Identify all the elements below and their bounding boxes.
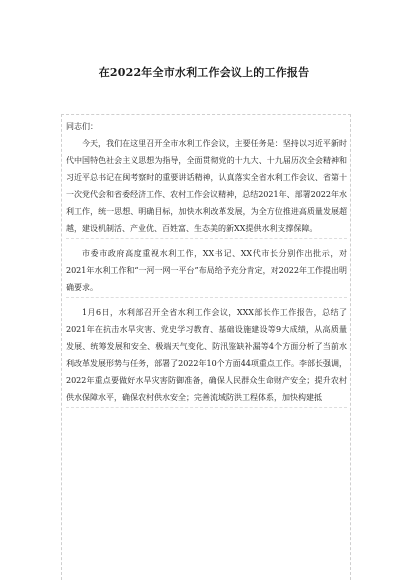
paragraph-1: 今天，我们在这里召开全市水利工作会议，主要任务是：坚持以习近平新时代中国特色社会主义思想为指导，全面贯彻党的十九大、十九届历次全会精神和习近平总书记在闽考察时的重要讲话精神，认真落实全省水利工作会议、省第十一次党代会和省委经济工作、农村工作会议精神，总结2021年、部署2022年水利工作，统一思想、明确目标，加快水利改革发展，为全方位推进高质量发展超越，建设机制活、产业优、百姓富、生态美的新XX提供水利支撑保障。	[66, 135, 347, 239]
paragraph-2: 市委市政府高度重视水利工作，XX书记、XX代市长分别作出批示，对2021年水利工作和“一河一网一平台”布局给予充分肯定，对2022年工作提出明确要求。	[66, 245, 347, 298]
salutation: 同志们：	[66, 122, 98, 131]
document-title: 在2022年全市水利工作会议上的工作报告	[98, 66, 310, 79]
document-body	[61, 114, 351, 580]
paragraph-3: 1月6日，水利部召开全省水利工作会议，XXX部长作工作报告，总结了2021年在抗击水旱灾害、党史学习教育、基础设施建设等9大成绩，从高质量发展、统筹发展和安全、极端天气变化、防汛鉴缺补漏等4个方面分析了当前水利改革发展形势与任务，部署了2022年10个方面44项重点工作。李部长强调，2022年重点要做好水旱灾害防御准备，确保人民群众生命财产安全；提升农村供水保障水平，确保农村供水安全；完善流域防洪工程体系，加快构建抵	[66, 304, 347, 408]
